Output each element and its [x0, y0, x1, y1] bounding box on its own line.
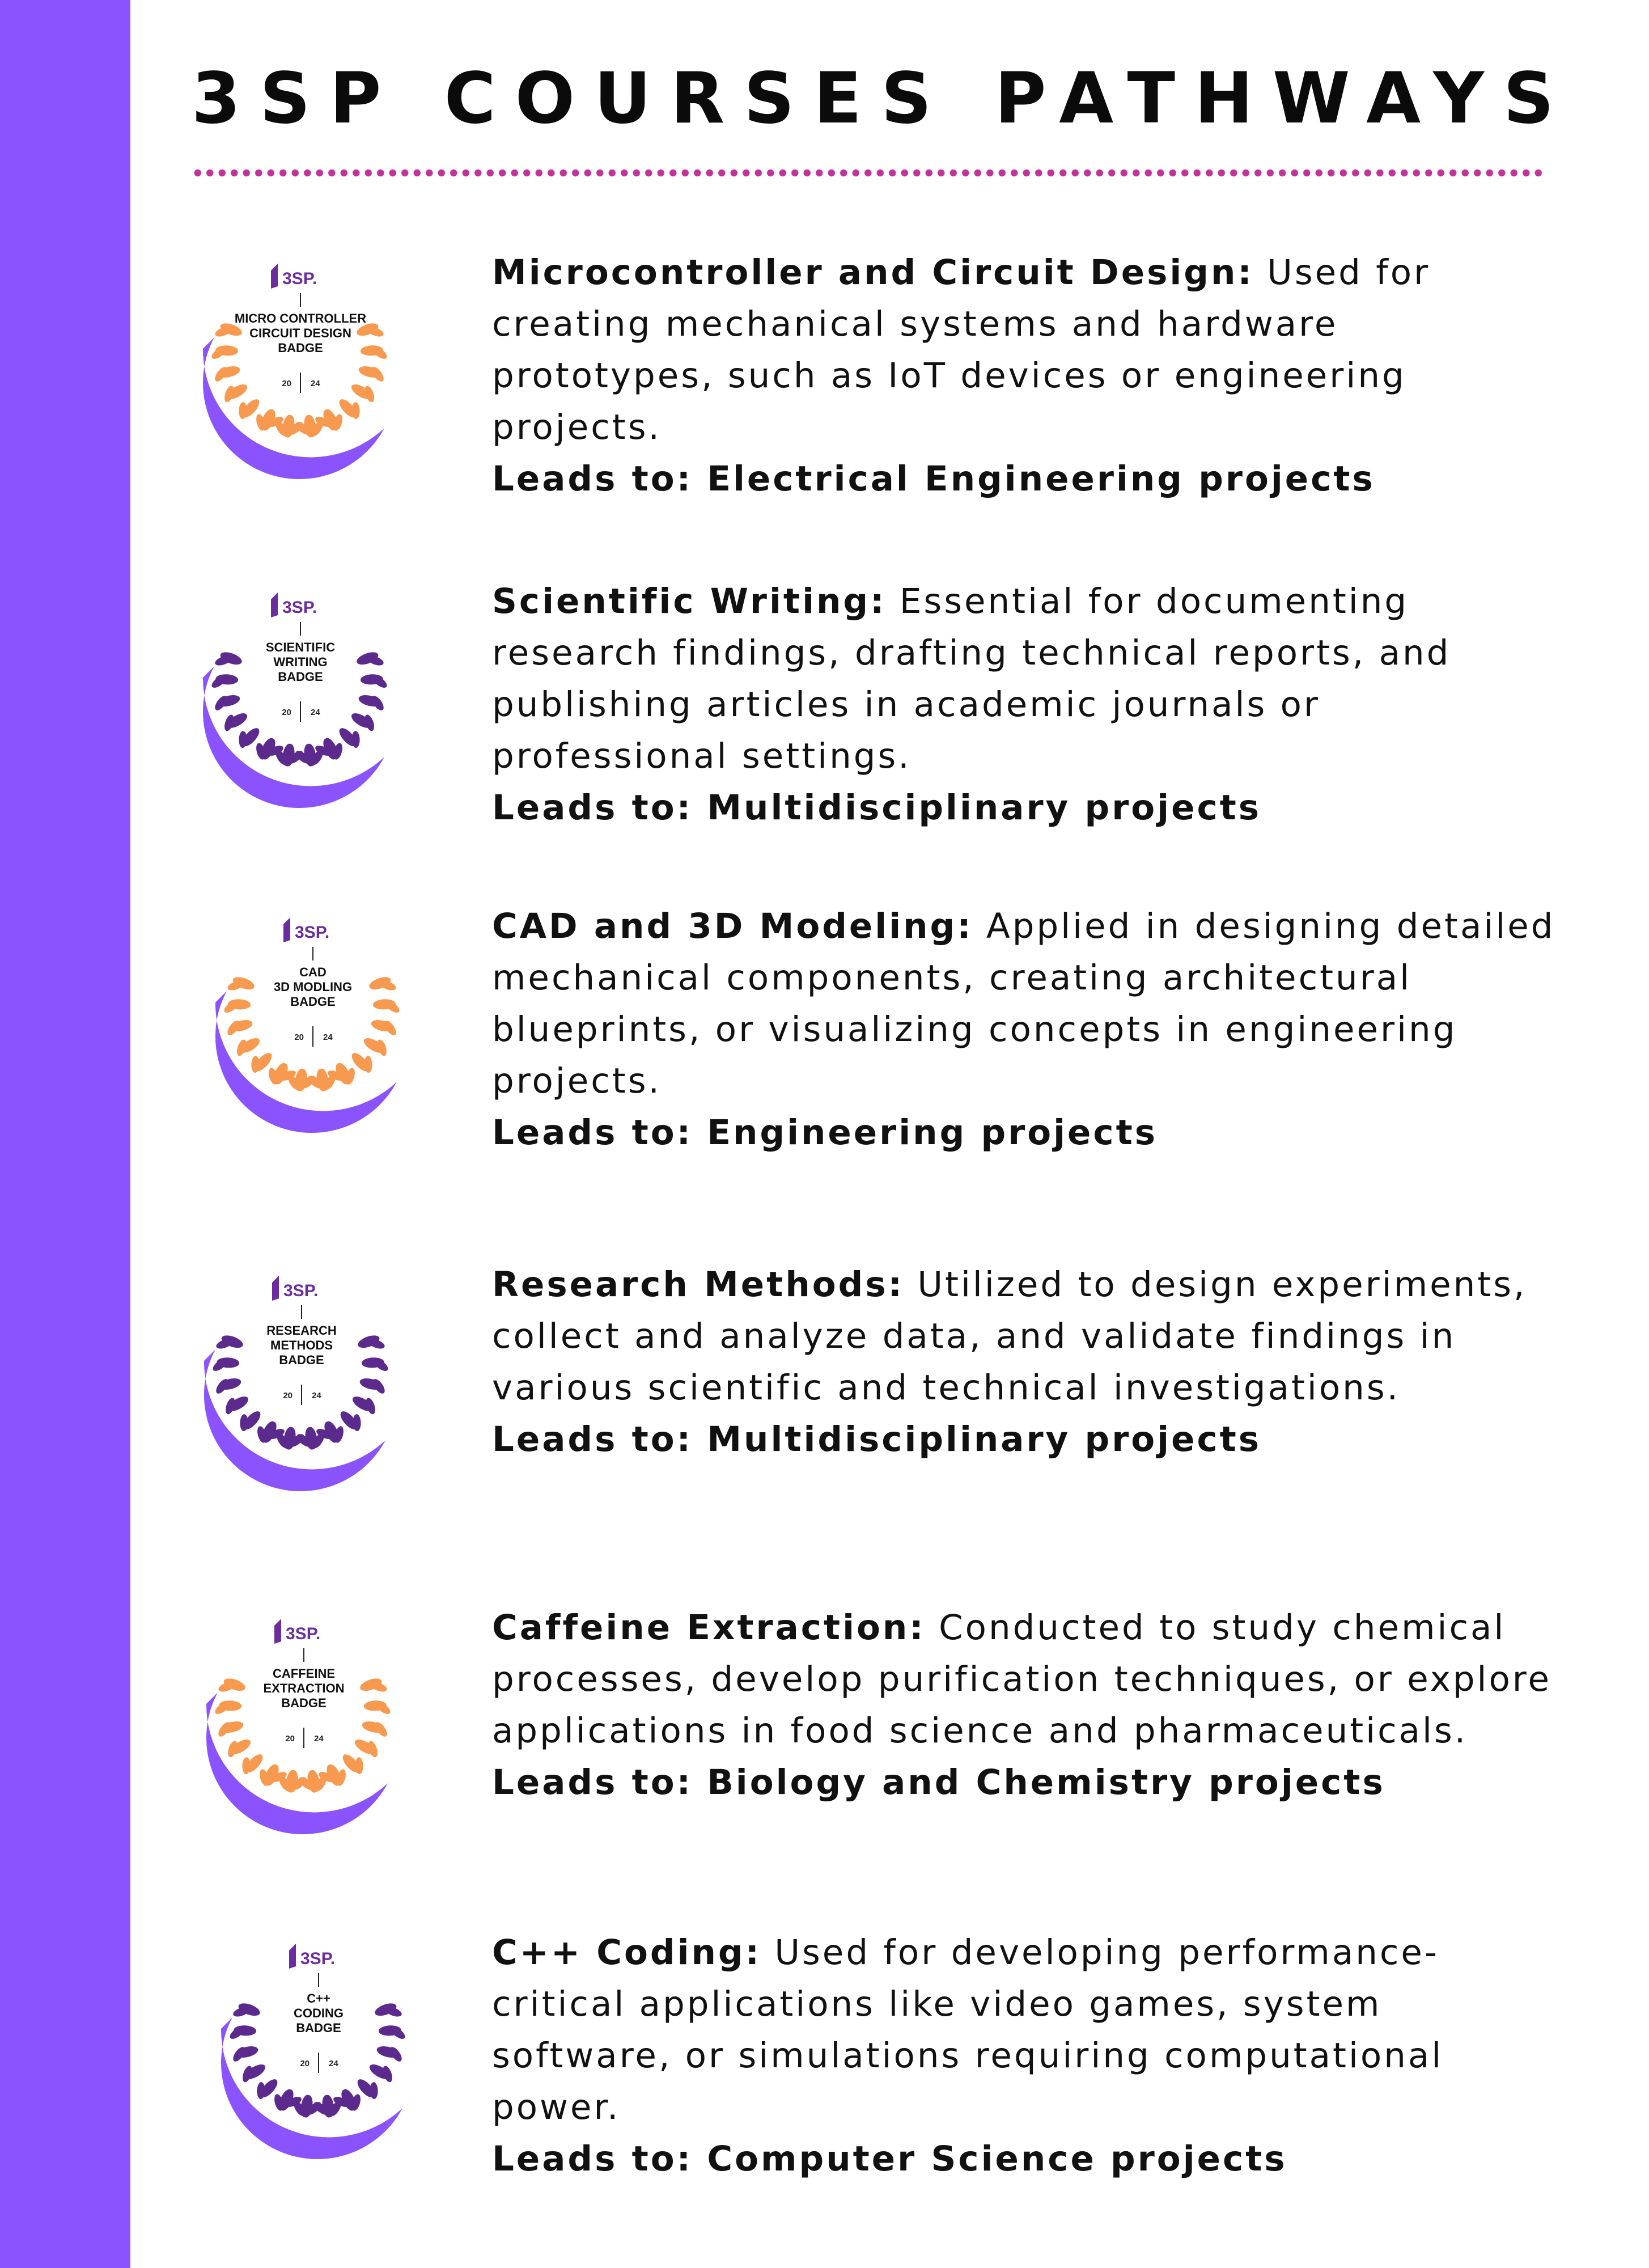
- course-name: CAD and 3D Modeling:: [492, 906, 973, 946]
- course-item: [0, 247, 1649, 564]
- laurel-badge-icon: [198, 1927, 448, 2176]
- course-name: Scientific Writing:: [492, 581, 887, 621]
- course-item: [0, 1927, 1649, 2244]
- course-item: [0, 1259, 1649, 1576]
- course-description: Utilized to design experiments, collect and analyze data, and validate findings in various scientific and technical investigations.: [492, 1264, 1527, 1408]
- svg-text:3SP.: 3SP.: [286, 1624, 321, 1643]
- badge-graphic: [180, 247, 430, 496]
- course-text: [492, 576, 1569, 833]
- course-description: Used for creating mechanical systems and hardware prototypes, such as IoT devices or engineering projects.: [492, 252, 1431, 447]
- course-description: Essential for documenting research findings, drafting technical reports, and publishing articles in academic journals or professional settings.: [492, 581, 1451, 776]
- svg-text:24: 24: [329, 2059, 338, 2068]
- course-leads-to: Leads to: Multidisciplinary projects: [492, 788, 1262, 828]
- badge-label: BADGE: [279, 1353, 324, 1367]
- badge-label: CODING: [294, 2006, 344, 2020]
- svg-text:3SP.: 3SP.: [300, 1949, 336, 1968]
- svg-text:24: 24: [314, 1734, 324, 1744]
- svg-text:20: 20: [294, 1033, 304, 1042]
- laurel-badge-icon: [180, 247, 430, 496]
- course-name: C++ Coding:: [492, 1932, 761, 1973]
- course-leads-to: Leads to: Engineering projects: [492, 1112, 1158, 1153]
- badge-label: BADGE: [278, 341, 323, 355]
- course-name: Caffeine Extraction:: [492, 1607, 926, 1648]
- badge-graphic: [193, 900, 442, 1150]
- badge-label: C++: [307, 1991, 330, 2005]
- laurel-badge-icon: [184, 1602, 433, 1851]
- badge-label: CIRCUIT DESIGN: [249, 326, 351, 340]
- svg-text:24: 24: [311, 708, 320, 717]
- svg-text:20: 20: [300, 2059, 310, 2068]
- badge-label: METHODS: [270, 1338, 333, 1352]
- badge-label: CAD: [299, 965, 327, 979]
- course-name: Microcontroller and Circuit Design:: [492, 252, 1254, 293]
- svg-text:3SP.: 3SP.: [282, 269, 317, 288]
- svg-text:24: 24: [312, 1391, 321, 1400]
- course-leads-to: Leads to: Biology and Chemistry projects: [492, 1762, 1385, 1802]
- course-item: [0, 576, 1649, 893]
- badge-label: 3D MODLING: [273, 980, 353, 994]
- page-title: 3SP COURSES PATHWAYS: [192, 58, 1574, 139]
- course-leads-to: Leads to: Electrical Engineering projects: [492, 459, 1375, 499]
- svg-text:20: 20: [285, 1734, 295, 1744]
- badge-label: MICRO CONTROLLER: [234, 311, 367, 325]
- svg-text:20: 20: [283, 1391, 293, 1400]
- badge-label: BADGE: [290, 995, 336, 1009]
- course-description: Conducted to study chemical processes, develop purification techniques, or explore applications in food science and pharmaceuticals.: [492, 1607, 1552, 1751]
- course-leads-to: Leads to: Multidisciplinary projects: [492, 1419, 1262, 1459]
- laurel-badge-icon: [181, 1259, 431, 1508]
- badge-label: CAFFEINE: [273, 1666, 335, 1681]
- badge-label: WRITING: [273, 655, 328, 669]
- svg-text:20: 20: [282, 708, 291, 717]
- badge-label: RESEARCH: [266, 1323, 337, 1338]
- svg-text:3SP.: 3SP.: [283, 1281, 319, 1300]
- course-text: [492, 900, 1569, 1158]
- badge-label: SCIENTIFIC: [265, 640, 336, 654]
- course-description: Used for developing performance-critical applications like video games, system software, or simulations requiring computational power.: [492, 1932, 1444, 2127]
- badge-graphic: [180, 576, 430, 825]
- course-leads-to: Leads to: Computer Science projects: [492, 2139, 1287, 2179]
- course-text: [492, 247, 1569, 505]
- badge-graphic: [198, 1927, 448, 2176]
- course-name: Research Methods:: [492, 1264, 905, 1305]
- course-text: [492, 1259, 1569, 1465]
- badge-graphic: [184, 1602, 433, 1851]
- svg-text:3SP.: 3SP.: [282, 598, 317, 617]
- badge-graphic: [181, 1259, 431, 1508]
- course-item: [0, 900, 1649, 1218]
- svg-text:3SP.: 3SP.: [295, 923, 330, 942]
- laurel-badge-icon: [180, 576, 430, 825]
- course-text: [492, 1602, 1569, 1808]
- badge-label: BADGE: [281, 1696, 327, 1710]
- svg-text:20: 20: [282, 379, 291, 388]
- badge-label: EXTRACTION: [263, 1681, 345, 1695]
- course-description: Applied in designing detailed mechanical components, creating architectural blueprints, or visualizing concepts in engineering projects.: [492, 906, 1555, 1101]
- course-item: [0, 1602, 1649, 1919]
- course-text: [492, 1927, 1569, 2185]
- badge-label: BADGE: [278, 670, 323, 684]
- laurel-badge-icon: [193, 900, 442, 1150]
- svg-text:24: 24: [311, 379, 320, 388]
- svg-text:24: 24: [323, 1033, 333, 1042]
- dotted-divider: [192, 169, 1543, 177]
- badge-label: BADGE: [296, 2021, 341, 2035]
